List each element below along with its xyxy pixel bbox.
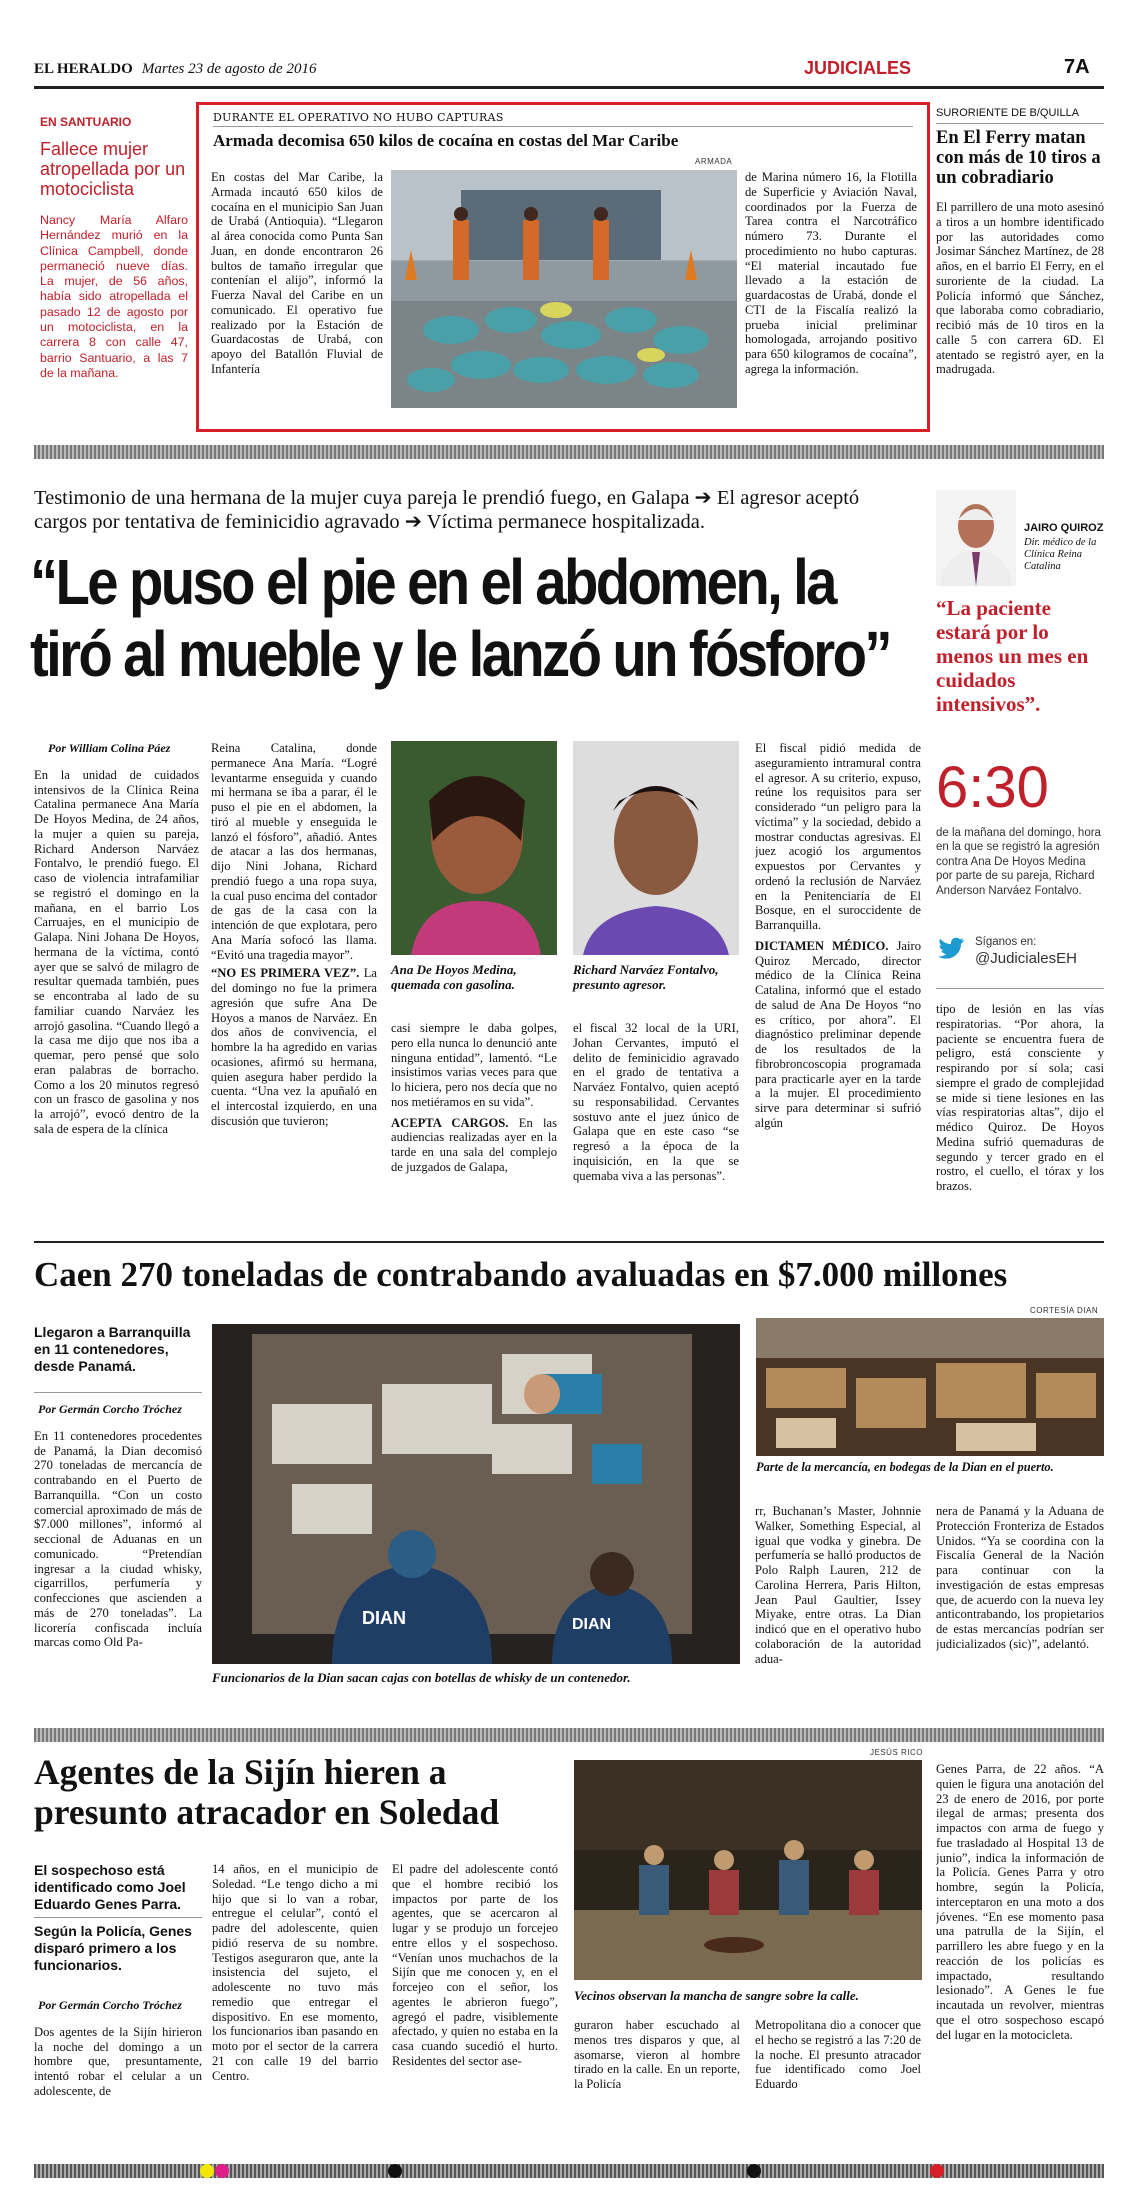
aggressor-photo-art	[573, 741, 739, 955]
sijin-photo-art	[574, 1760, 922, 1980]
contraband-byline: Por Germán Corcho Tróchez	[38, 1402, 182, 1416]
contraband-sub-rule	[34, 1392, 202, 1393]
contraband-column-3	[936, 1504, 1104, 1714]
registration-dot-red	[930, 2164, 944, 2178]
main-subhead-2: ACEPTA CARGOS.	[391, 1115, 509, 1130]
contraband-main-photo	[212, 1324, 740, 1664]
twitter-icon	[936, 934, 966, 964]
sijin-byline: Por Germán Corcho Tróchez	[38, 1998, 182, 2012]
contraband-column-1	[34, 1402, 202, 1722]
contraband-side-photo	[756, 1318, 1104, 1456]
doctor-photo	[936, 490, 1016, 586]
left-brief-body: Nancy María Alfaro Hernández murió en la Clínica Campbell, donde permaneció nueve días. La mujer, de 56 años, había sido atropellada el pasado 12 de agosto por un motociclista, en la carrera 8 con calle 47, barrio Santuario, a las 7 de la mañana.	[40, 213, 188, 380]
contraband-column-1-text: En 11 contenedores procedentes de Panamá, la Dian decomisó 270 toneladas de mercancía de contrabando en el Puerto de Barranquilla. “Con un costo comercial aproximado de más de $7.000 millones”, informó al seccional de Aduanas en un comunicado. “Pretendían ingresar a la ciudad whisky, cigarrillos, perfumería y confecciones que ascienden a más de 270 toneladas”. La licorería confiscada incluía marcas como Old Pa-	[34, 1428, 202, 1650]
left-brief-title: Fallece mujer atropellada por un motociclista	[40, 139, 186, 199]
sijin-column-2	[212, 1862, 378, 2158]
cocaine-column-1: En costas del Mar Caribe, la Armada incautó 650 kilos de cocaína en el municipio San Juan de Urabá (Antioquia). “Llegaron al área conocida como Punta San Juan, en donde encontraron 26 bultos de tamaño irregular que contenían el alijo”, informó la Fuerza Naval del Caribe en un comunicado. El operativo fue realizado por la Estación de Guardacostas de Urabá, con apoyo del Batallón Fluvial de Infantería	[211, 170, 383, 376]
sijin-headline-line-2: presunto atracador en Soledad	[34, 1792, 500, 1832]
victim-photo-art	[391, 741, 557, 955]
contraband-headline: Caen 270 toneladas de contrabando avaluadas en $7.000 millones	[34, 1255, 1008, 1294]
main-deck: Testimonio de una hermana de la mujer cuya pareja le prendió fuego, en Galapa ➔ El agresor aceptó cargos por tentativa de feminicidio agravado ➔ Víctima permanece hospitalizada.	[34, 487, 860, 533]
sijin-photo-credit: JESÚS RICO	[870, 1748, 924, 1757]
sijin-column-5	[755, 2018, 921, 2158]
sijin-column-6	[936, 1762, 1104, 2158]
right-brief-title: En El Ferry matan con más de 10 tiros a un cobradiario	[936, 128, 1101, 188]
stat-text: de la mañana del domingo, hora en la que se registró la agresión contra Ana De Hoyos Medina por parte de su pareja, Richard Anderson Narváez Fontalvo.	[936, 827, 1101, 897]
page-number: 7A	[1064, 56, 1090, 78]
sijin-column-3-text: El padre del adolescente contó que el hombre recibió los impactos por parte de los agentes, que se acercaron al lugar y se produjo un forcejeo entre ellos y el sospechoso. “Venían unos muchachos de la Sijín que me conocen y, en el forcejeo con el señor, los agentes le abrieron fuego”, agregó el padre, visiblemente afectado, y quien no estaba en la casa cuando sucedió el hurto. Residentes del sector ase-	[392, 1862, 558, 2068]
contraband-column-3-text: nera de Panamá y la Aduana de Protección Fronteriza de Estados Unidos. “Ya se coordina con la Fiscalía General de la Nación para continuar con la investigación de estas empresas que, de acuerdo con la nueva ley anticontrabando, los propietarios de estas mercancías podrían ser judicializados (sic)”, adelantó.	[936, 1504, 1104, 1651]
left-brief	[40, 115, 188, 381]
registration-dot-magenta	[215, 2164, 229, 2178]
twitter-bird-glyph	[936, 934, 966, 964]
sijin-column-1	[34, 1998, 202, 2158]
main-subhead-3: DICTAMEN MÉDICO.	[755, 938, 889, 953]
stat-number: 6:30	[936, 755, 1049, 820]
right-brief-body: El parrillero de una moto asesinó a tiros a un hombre identificado por las autoridades como Josimar Sánchez Martínez, de 28 años, en el barrio El Ferry, en el suroriente de la ciudad. La Policía informó que Sánchez, que laboraba como cobradiario, recibió más de 10 tiros en la calle 5 con carrera 6D. El atentado se registró ayer, en la madrugada.	[936, 200, 1104, 377]
contraband-side-caption: Parte de la mercancía, en bodegas de la Dian en el puerto.	[756, 1460, 1054, 1474]
pull-quote: “La paciente estará por lo menos un mes en cuidados intensivos”.	[936, 596, 1089, 716]
main-column-2-text: Reina Catalina, donde permanece Ana María. “Logré levantarme enseguida y cuando mi hermana se iba a parar, él le puso el pie en el abdomen, la tiró al mueble y enseguida le lanzó el fósforo”, añadió. Antes de atacar a las dos hermanas, dijo Nini Johana, Richard prendió fuego a una ropa suya, la cual puso encima del contador de gas de la casa con la intención de que explotara, pero Ana María sofocó las llama. “Evitó una tragedia mayor”.	[211, 741, 377, 962]
victim-photo	[391, 741, 557, 955]
quote-source-role: Dir. médico de la Clínica Reina Catalina	[1024, 537, 1097, 572]
sijin-headline-line-1: Agentes de la Sijín hieren a	[34, 1752, 447, 1792]
section-name: JUDICIALES	[804, 58, 912, 78]
registration-dot-yellow	[200, 2164, 214, 2178]
main-column-3b-text: En las audiencias realizadas ayer en la tarde en una sala del complejo de juzgados de Galapa,	[391, 1115, 557, 1174]
quote-source-name: JAIRO QUIROZ	[1024, 522, 1104, 534]
sijin-caption: Vecinos observan la mancha de sangre sobre la calle.	[574, 1988, 859, 2003]
aggressor-photo	[573, 741, 739, 955]
sijin-column-4-text: guraron haber escuchado al menos tres disparos y que, al asomarse, vieron al hombre tirado en la calle. En un reporte, la Policía	[574, 2018, 740, 2091]
sijin-sub-2: Según la Policía, Genes disparó primero a los funcionarios.	[34, 1923, 192, 1973]
contraband-side-photo-art	[756, 1318, 1104, 1456]
sijin-column-4	[574, 2018, 740, 2158]
main-column-2b-text: La del domingo no fue la primera agresión que sufre Ana De Hoyos a manos de Narváez. En dos años de convivencia, el hombre la ha agredido en varias ocasiones, afirmó su hermana, quien asegura haber perdido la cuenta. “Una vez la apuñaló en el intercostal izquierdo, en una discusión que tuvieron;	[211, 966, 377, 1128]
contraband-photo-credit: CORTESÍA DIAN	[1030, 1306, 1099, 1315]
sijin-column-5-text: Metropolitana dio a conocer que el hecho se registró a las 7:20 de la noche. El presunto atracador fue identificado como Joel Eduardo	[755, 2018, 921, 2091]
contraband-column-2	[755, 1504, 921, 1714]
contraband-main-caption: Funcionarios de la Dian sacan cajas con botellas de whisky de un contenedor.	[212, 1670, 631, 1685]
sijin-headline	[34, 1752, 574, 1832]
main-headline-line-1: “Le puso el pie en el abdomen, la	[30, 546, 835, 618]
main-column-5-text: El fiscal pidió medida de aseguramiento intramural contra el agresor. A su criterio, expuso, reúne los requisitos para ser considerado “un peligro para la víctima” y la sociedad, debido a mostrar conductas agresivas. El juez acogió los argumentos expuestos por Cervantes y ordenó la reclusión de Narváez en la Penitenciaría de El Bosque, en el suroccidente de Barranquilla.	[755, 741, 921, 932]
main-column-1	[34, 741, 199, 1219]
left-brief-kicker: EN SANTUARIO	[40, 115, 132, 129]
twitter-handle[interactable]: @JudicialesEH	[975, 950, 1077, 967]
divider-band-1	[34, 445, 1104, 459]
sijin-column-1-text: Dos agentes de la Sijín hirieron la noche del domingo a un hombre que, presuntamente, intentó robar el celular a un adolescente, de	[34, 2024, 202, 2098]
main-headline-line-2: tiró al mueble y le lanzó un fósforo”	[30, 618, 890, 690]
masthead	[34, 58, 1104, 82]
header-rule	[34, 86, 1104, 89]
divider-band-3	[34, 1728, 1104, 1742]
main-column-5	[755, 741, 921, 1219]
victim-caption: Ana De Hoyos Medina, quemada con gasolina.	[391, 962, 517, 992]
cocaine-title: Armada decomisa 650 kilos de cocaína en costas del Mar Caribe	[213, 131, 679, 150]
aggressor-caption: Richard Narváez Fontalvo, presunto agresor.	[573, 962, 719, 992]
contraband-sub: Llegaron a Barranquilla en 11 contenedores, desde Panamá.	[34, 1324, 191, 1374]
right-brief-kicker: SURORIENTE DE B/QUILLA	[936, 107, 1080, 119]
sijin-photo	[574, 1760, 922, 1980]
main-column-6-text: tipo de lesión en las vías respiratorias. “Por ahora, la paciente se encuentra fuera de peligro, está consciente y respirando por sí sola; casi siempre el grado de complejidad se mide si tiene lesiones en las vías respiratorias altas”, dijo el médico Quiroz. De Hoyos Medina sufrió quemaduras de segundo y tercer grado en el rostro, el cuello, el tórax y los brazos.	[936, 1002, 1104, 1193]
registration-dot-black	[388, 2164, 402, 2178]
section-rule-2	[34, 1241, 1104, 1243]
sijin-column-2-text: 14 años, en el municipio de Soledad. “Le tengo dicho a mi hijo que si lo van a robar, entregue el celular”, contó el padre del adolescente, quien pidió reserva de su nombre. Testigos aseguraron que, ante la insistencia del sujeto, el adolescente no tuvo más remedio que entregar el dispositivo. En ese momento, los funcionarios iban pasando en moto por el sector de la carrera 21 con calle 19 del barrio Centro.	[212, 1862, 378, 2083]
registration-dot-black-2	[747, 2164, 761, 2178]
cocaine-column-2: de Marina número 16, la Flotilla de Superficie y Aviación Naval, coordinados por la Fuerza de Tarea contra el Narcotráfico número 73. Durante el procedimiento no hubo capturas. “El material incautado fue llevado a la estación de guardacostas de Urabá, donde el CTI de la Fiscalía realizó la prueba inicial preliminar homologada, arrojando positivo para 650 kilogramos de cocaína”, agrega la información.	[745, 170, 917, 376]
main-byline: Por William Colina Páez	[48, 741, 171, 755]
twitter-label: Síganos en:	[975, 936, 1037, 948]
sijin-sub-rule	[34, 1917, 202, 1918]
main-column-5b-text: Jairo Quiroz Mercado, director médico de la Clínica Reina Catalina, informó que el estado de salud de Ana De Hoyos “no es crítico, por ahora”. El diagnóstico preliminar depende de los resultados de la fibrobroncoscopia programada para practicarle ayer en la tarde a la mujer. El procedimiento sirve para determinar si sufrió algún	[755, 938, 921, 1130]
cocaine-photo-art	[391, 170, 737, 408]
cocaine-photo	[391, 170, 737, 408]
cocaine-kicker: DURANTE EL OPERATIVO NO HUBO CAPTURAS	[213, 111, 504, 124]
main-headline	[30, 546, 910, 706]
sijin-sub-1: El sospechoso está identificado como Joel Eduardo Genes Parra.	[34, 1862, 186, 1912]
sijin-column-6-text: Genes Parra, de 22 años. “A quien le figura una anotación del 23 de enero de 2016, por porte ilegal de armas; presenta dos impactos con arma de fuego y fue trasladado al Hospital 13 de junio”, indica la información de la Policía. Genes Parra y otro hombre, según la Policía, interceptaron en una moto a dos jóvenes. “En ese momento pasa una patrulla de la Sijín, el parrillero les abre fuego y en la reacción de los policías es impactado, resultando lesionado”. A Genes le fue incautada un revolver, mientras que el otro sospechoso escapó del lugar en la motocicleta.	[936, 1762, 1104, 2042]
dian-vest-text-1: DIAN	[362, 1608, 406, 1628]
sijin-column-3	[392, 1862, 558, 2158]
main-column-2	[211, 741, 377, 1219]
doctor-photo-art	[936, 490, 1016, 586]
main-column-4-text: el fiscal 32 local de la URI, Johan Cervantes, imputó el delito de feminicidio agravado en el grado de tentativa a Narváez Fontalvo, quien aceptó su responsabilidad. Cervantes sostuvo ante el juez único de Galapa que en este caso “se regresó a la época de la inquisición, en la que se quemaba viva a las personas”.	[573, 1021, 739, 1183]
main-column-6	[936, 1002, 1104, 1222]
right-brief-rule	[936, 123, 1104, 124]
dian-vest-text-2: DIAN	[572, 1616, 612, 1633]
main-subhead-1: “NO ES PRIMERA VEZ”.	[211, 966, 360, 981]
stat-rule	[936, 988, 1104, 989]
issue-date: Martes 23 de agosto de 2016	[141, 61, 317, 77]
right-brief	[936, 107, 1104, 377]
main-column-3-text: casi siempre le daba golpes, pero ella nunca lo denunció ante ninguna entidad”, lamentó. “Le insistimos varias veces para que lo hiciera, pero nos decía que no nos metiéramos en su vida”.	[391, 1021, 557, 1109]
main-column-3	[391, 1021, 557, 1221]
paper-name: EL HERALDO	[34, 61, 133, 77]
cocaine-photo-credit: ARMADA	[695, 157, 733, 166]
main-column-1-text: En la unidad de cuidados intensivos de la Clínica Reina Catalina permanece Ana María De Hoyos Medina, de 24 años, la mujer a quien su pareja, Richard Anderson Narváez Fontalvo, le prendió fuego. El caso de violencia intrafamiliar se registró el domingo en la mañana, en el barrio Los Carruajes, en el municipio de Galapa. Nini Johana De Hoyos, hermana de la víctima, contó ayer que se salvó de milagro de resultar quemada también, pues se encontraba al lado de su familiar cuando Narváez les arrojó gasolina. “Cuando llegó a la casa me dijo que nos iba a quemar, pero pensé que solo eran palabras de borracho. Como a los 20 minutos regresó con un frasco de gasolina y nos la arrojó”, evocó dentro de la sala de espera de la clínica	[34, 767, 199, 1136]
cocaine-kicker-rule	[213, 126, 913, 127]
contraband-main-photo-art	[212, 1324, 740, 1664]
main-column-4	[573, 1021, 739, 1221]
contraband-column-2-text: rr, Buchanan’s Master, Johnnie Walker, Something Especial, al igual que vodka y ginebra. De perfumería se halló productos de Polo Ralph Lauren, 212 de Carolina Herrera, Paris Hilton, Jean Paul Gaultier, Issey Miyake, entre otras. La Dian indicó que en el operativo hubo colaboración de la autoridad adua-	[755, 1504, 921, 1666]
